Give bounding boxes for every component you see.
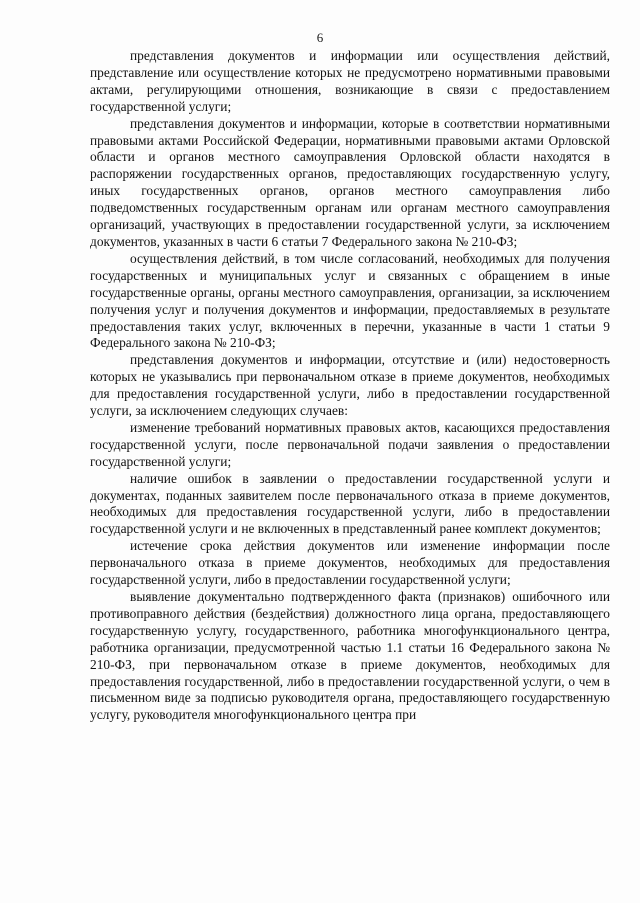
paragraph-3: осуществления действий, в том числе согласований, необходимых для получения государственных и муниципальных услуг и связанных с обращением в иные государственные органы, органы местного самоуправления, организации, за исключением получения услуг и получения документов и информации, предоставляемых в результате предоставления таких услуг, включенных в перечни, указанные в части 1 статьи 9 Федерального закона № 210-ФЗ; (90, 250, 610, 351)
paragraph-4: представления документов и информации, отсутствие и (или) недостоверность которых не указывались при первоначальном отказе в приеме документов, необходимых для предоставления государственной услуги, либо в предоставлении государственной услуги, за исключением следующих случаев: (90, 352, 610, 419)
page-number: 6 (316, 30, 324, 45)
paragraph-6: наличие ошибок в заявлении о предоставлении государственной услуги и документах, поданных заявителем после первоначального отказа в приеме документов, необходимых для предоставления государственной услуги, либо в предоставлении государственной услуги и не включенных в представленный ранее комплект документов; (90, 470, 610, 537)
paragraph-5: изменение требований нормативных правовых актов, касающихся предоставления государственной услуги, после первоначальной подачи заявления о предоставлении государственной услуги; (90, 419, 610, 469)
paragraph-7: истечение срока действия документов или изменение информации после первоначального отказа в приеме документов, необходимых для предоставления государственной услуги, либо в предоставлении государственной услуги; (90, 538, 610, 588)
paragraph-1: представления документов и информации или осуществления действий, представление или осуществление которых не предусмотрено нормативными правовыми актами, регулирующими отношения, возникающие в связи с предоставлением государственной услуги; (90, 48, 610, 114)
paragraph-2: представления документов и информации, которые в соответствии нормативными правовыми актами Российской Федерации, нормативными правовыми актами Орловской области и органов местного самоуправления Орловской области находятся в распоряжении государственных органов, предоставляющих государственную услугу, иных государственных органов, органов местного самоуправления либо подведомственных государственным органам или органам местного самоуправления организаций, участвующих в предоставлении государственной услуги, за исключением документов, указанных в части 6 статьи 7 Федерального закона № 210-ФЗ; (90, 115, 610, 249)
document-body (90, 48, 610, 724)
paragraph-8: выявление документально подтвержденного факта (признаков) ошибочного или противоправного действия (бездействия) должностного лица органа, предоставляющего государственную услугу, государственного, работника многофункционального центра, работника организации, предусмотренной частью 1.1 статьи 16 Федерального закона № 210-ФЗ, при первоначальном отказе в приеме документов, необходимых для предоставления государственной, либо в предоставлении государственной услуги, о чем в письменном виде за подписью руководителя органа, предоставляющего государственную услугу, руководителя многофункционального центра при (90, 589, 610, 723)
